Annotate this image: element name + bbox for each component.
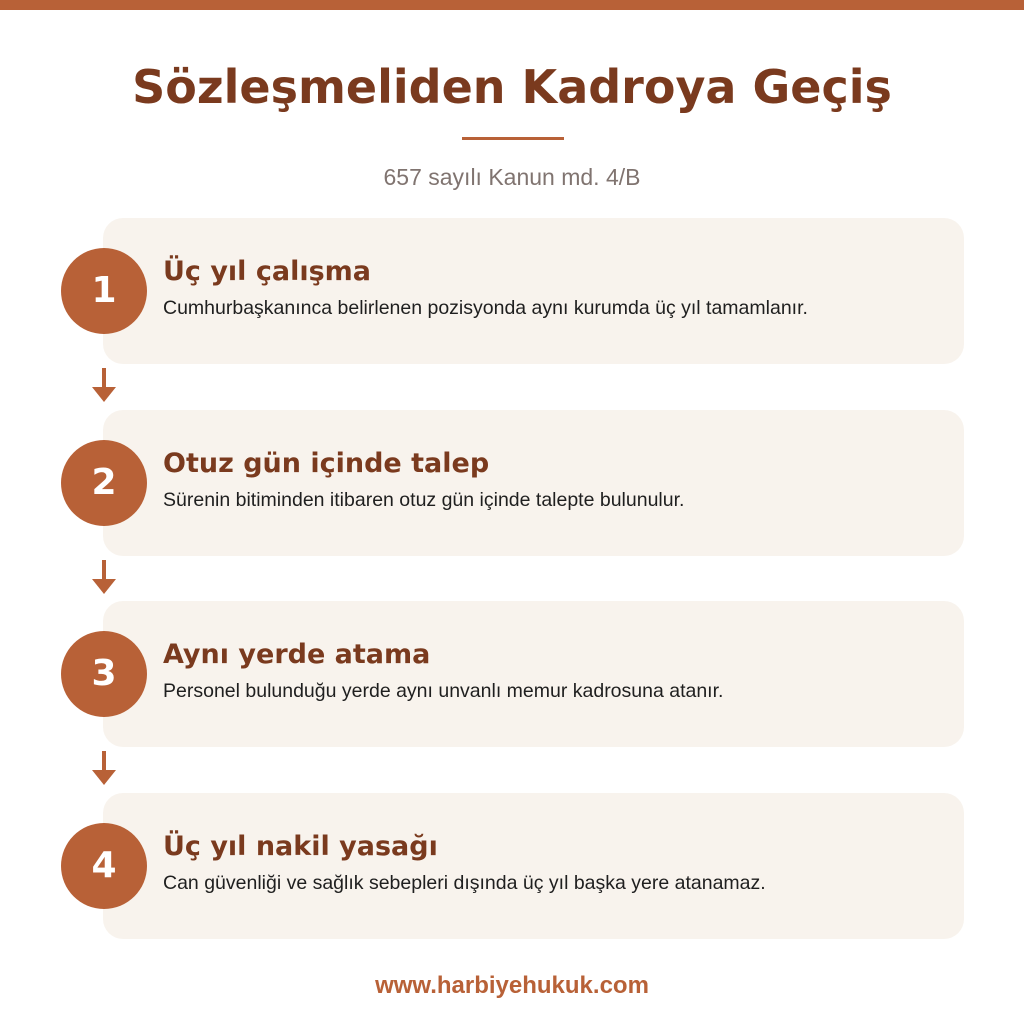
website-link[interactable]: www.harbiyehukuk.com bbox=[375, 972, 649, 999]
down-arrow-icon bbox=[91, 560, 117, 596]
step-description: Can güvenliği ve sağlık sebepleri dışında üç yıl başka yere atanamaz. bbox=[163, 872, 766, 894]
down-arrow-icon bbox=[91, 751, 117, 787]
step-number-badge-3: 3 bbox=[61, 631, 147, 717]
step-card-2 bbox=[103, 410, 964, 556]
step-card-4 bbox=[103, 793, 964, 939]
step-title: Otuz gün içinde talep bbox=[163, 448, 490, 479]
step-title: Aynı yerde atama bbox=[163, 639, 431, 670]
step-description: Cumhurbaşkanınca belirlenen pozisyonda aynı kurumda üç yıl tamamlanır. bbox=[163, 297, 808, 319]
step-card-1 bbox=[103, 218, 964, 364]
title-underline bbox=[462, 137, 564, 140]
step-title: Üç yıl nakil yasağı bbox=[163, 831, 438, 862]
step-number-badge-4: 4 bbox=[61, 823, 147, 909]
page-title: Sözleşmeliden Kadroya Geçiş bbox=[132, 60, 892, 114]
step-description: Sürenin bitiminden itibaren otuz gün içinde talepte bulunulur. bbox=[163, 489, 685, 511]
down-arrow-icon bbox=[91, 368, 117, 404]
top-accent-bar bbox=[0, 0, 1024, 10]
page-subtitle: 657 sayılı Kanun md. 4/B bbox=[383, 164, 641, 190]
step-number-badge-1: 1 bbox=[61, 248, 147, 334]
step-description: Personel bulunduğu yerde aynı unvanlı memur kadrosuna atanır. bbox=[163, 680, 724, 702]
step-card-3 bbox=[103, 601, 964, 747]
step-title: Üç yıl çalışma bbox=[163, 256, 371, 287]
step-number-badge-2: 2 bbox=[61, 440, 147, 526]
